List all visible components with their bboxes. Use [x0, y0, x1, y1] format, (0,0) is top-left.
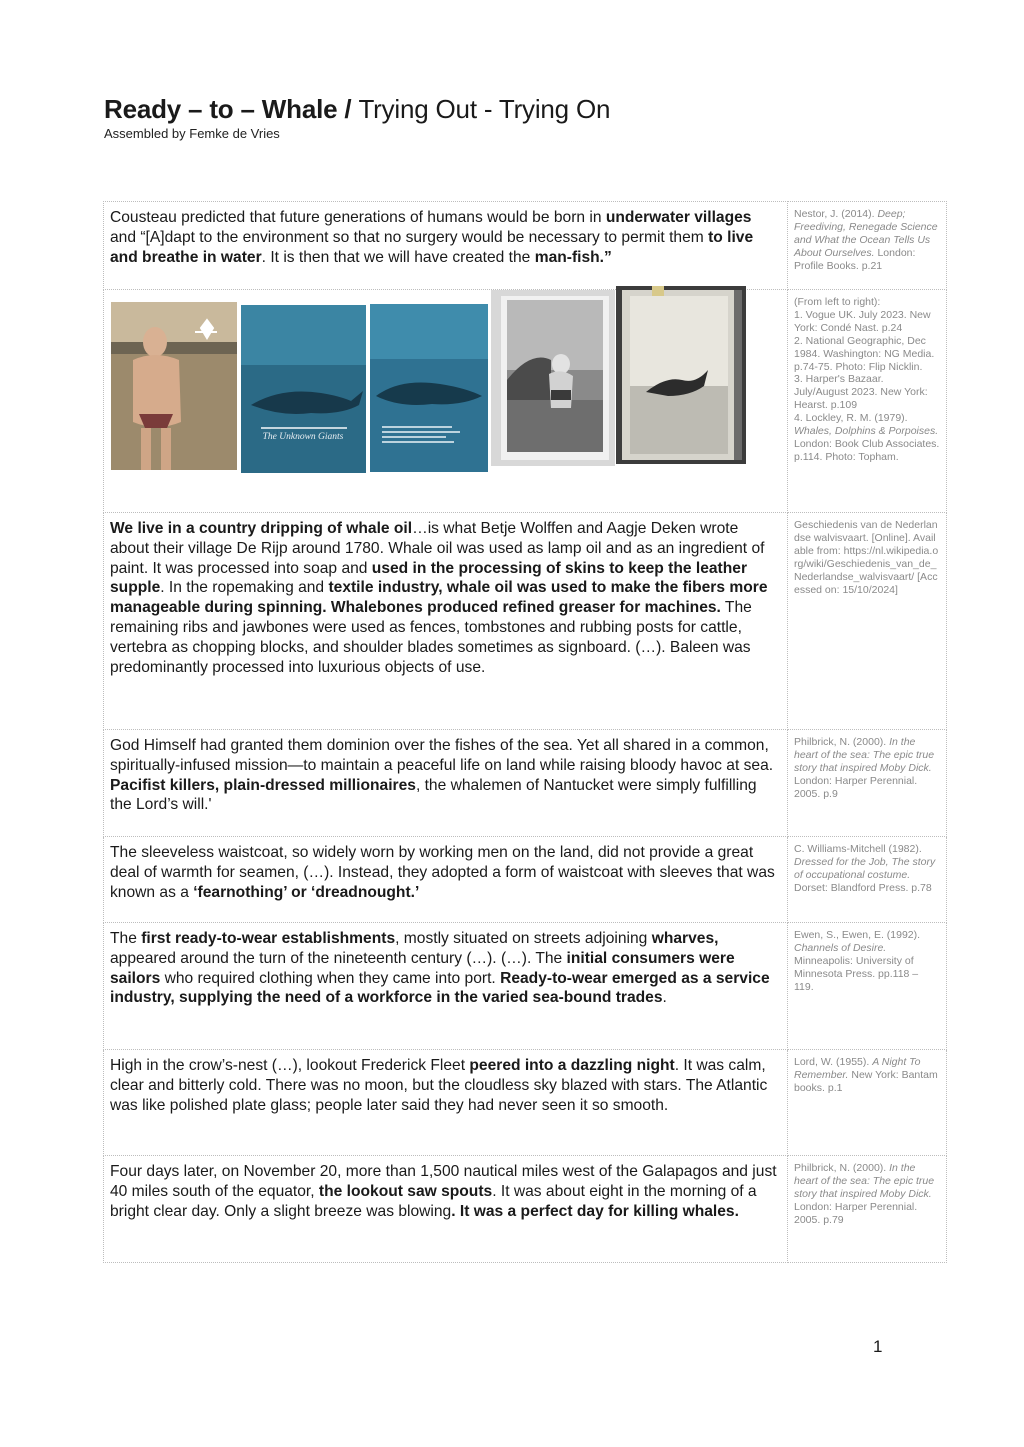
- text-segment: Ewen, S., Ewen, E. (1992).: [794, 929, 921, 941]
- text-segment: . It was about eight in the morning of a bright clear day. Only a slight breeze was blowing: [110, 1182, 757, 1220]
- bold-text-segment: . It was a perfect day for killing whales.: [451, 1202, 739, 1220]
- quote-cell: [104, 923, 788, 1050]
- text-segment: London: Book Club Associates. p.114. Photo: Topham.: [794, 437, 940, 463]
- bold-text-segment: man-fish.”: [534, 248, 612, 266]
- quote-cell: [104, 202, 788, 290]
- text-segment: The sleeveless waistcoat, so widely worn by working men on the land, did not provide a great deal of warmth for seamen, (…). Instead, they adopted a form of waistcoat with sleeves that was known as a: [110, 844, 775, 901]
- italic-text-segment: In the heart of the sea: The epic true story that inspired Moby Dick.: [794, 1162, 935, 1200]
- italic-text-segment: A Night To Remember.: [794, 1056, 921, 1081]
- text-segment: The: [110, 930, 142, 947]
- reference-text: [788, 1156, 946, 1227]
- text-segment: (From left to right): 1. Vogue UK. July 2023. New York: Condé Nast. p.24 2. National Geographic, Dec 1984. Washington: NG Media. p.74-75. Photo: Flip Nicklin. 3. Harper's Bazaar. July/August 2023. New York: Hearst. p.109 4. Lockley, R. M. (1979).: [794, 296, 935, 425]
- bold-text-segment: first ready-to-wear establishments: [141, 930, 396, 947]
- harpers-bazaar-swimmer-photo: [491, 290, 615, 466]
- quote-text: [104, 730, 787, 815]
- text-segment: Philbrick, N. (2000).: [794, 1162, 890, 1174]
- table-row: [104, 730, 947, 837]
- document-title: [104, 92, 610, 126]
- quote-cell: [104, 1156, 788, 1263]
- table-row: [104, 837, 947, 923]
- reference-text: [788, 730, 946, 801]
- text-segment: who required clothing when they came into port.: [160, 969, 501, 987]
- quote-text: [104, 1050, 787, 1115]
- reference-cell: [788, 923, 947, 1050]
- document-subtitle: Assembled by Femke de Vries: [104, 126, 280, 141]
- bold-text-segment: textile industry, whale oil was used to make the fibers more manageable during spinning. Whalebones produced refined greaser for machines.: [110, 579, 768, 617]
- italic-text-segment: Deep; Freediving, Renegade Science and What the Ocean Tells Us About Ourselves.: [794, 208, 938, 259]
- text-segment: London: Harper Perennial. 2005. p.79: [794, 1200, 918, 1226]
- bold-text-segment: peered into a dazzling night: [469, 1057, 675, 1074]
- page-number: 1: [873, 1337, 883, 1356]
- bold-text-segment: wharves,: [651, 930, 719, 947]
- bold-text-segment: used in the processing of skins to keep the leather supple: [110, 559, 748, 597]
- reference-cell: [788, 1050, 947, 1156]
- reference-cell: [788, 513, 947, 730]
- bold-text-segment: ‘fearnothing’ or ‘dreadnought.’: [193, 883, 420, 901]
- text-segment: appeared around the turn of the nineteenth century (…). (…). The: [110, 949, 567, 967]
- national-geographic-whale-photo-2: [370, 304, 488, 472]
- text-segment: Four days later, on November 20, more than 1,500 nautical miles west of the Galapagos and just 40 miles south of the equator,: [110, 1163, 777, 1200]
- table-row: [104, 290, 947, 513]
- quote-text: [104, 513, 787, 677]
- text-segment: C. Williams-Mitchell (1982).: [794, 843, 922, 855]
- reference-text: [788, 1050, 946, 1095]
- table-row: [104, 202, 947, 290]
- quote-text: [104, 202, 787, 267]
- quote-text: [104, 923, 787, 1008]
- reference-cell: [788, 290, 947, 513]
- text-segment: Dorset: Blandford Press. p.78: [794, 881, 932, 894]
- national-geographic-unknown-giants-photo-1: [241, 305, 366, 473]
- reference-text: [788, 837, 946, 895]
- images-cell: [104, 290, 788, 513]
- text-segment: Geschiedenis van de Nederlandse walvisvaart. [Online]. Available from: https://nl.wikipedia.org/wiki/Geschiedenis_van_de_Nederlandse_walvisvaart/ [Accessed on: 15/10/2024]: [794, 519, 939, 596]
- vogue-uk-man-underwater-photo: [111, 302, 237, 470]
- table-row: [104, 513, 947, 730]
- document-header: [104, 92, 610, 142]
- reference-text: [788, 513, 946, 596]
- text-segment: Cousteau predicted that future generations of humans would be born in: [110, 209, 606, 226]
- reference-text: [788, 202, 946, 273]
- text-segment: , the whalemen of Nantucket were simply fulfilling the Lord’s will.': [110, 776, 757, 814]
- table-row: [104, 923, 947, 1050]
- reference-cell: [788, 202, 947, 290]
- table-row: [104, 1156, 947, 1263]
- ng-caption: The Unknown Giants: [262, 432, 344, 442]
- quotes-table: [103, 201, 947, 1263]
- reference-cell: [788, 837, 947, 923]
- text-segment: , mostly situated on streets adjoining: [395, 930, 652, 947]
- quote-cell: [104, 1050, 788, 1156]
- text-segment: . In the ropemaking and: [160, 579, 329, 597]
- reference-text: [788, 290, 946, 464]
- italic-text-segment: Dressed for the Job, The story of occupational costume.: [794, 855, 936, 881]
- reference-text: [788, 923, 946, 994]
- image-strip: [104, 290, 787, 504]
- quote-cell: [104, 730, 788, 837]
- text-segment: …is what Betje Wolffen and Aagje Deken wrote about their village De Rijp around 1780. Whale oil was used as lamp oil and as an ingredient of paint. It was processed into soap and: [110, 520, 765, 577]
- text-segment: . It is then that we will have created the: [261, 248, 535, 266]
- bold-text-segment: Ready-to-wear emerged as a service industry, supplying the need of a workforce in the varied sea-bound trades: [110, 969, 770, 1007]
- text-segment: London: Harper Perennial. 2005. p.9: [794, 774, 918, 800]
- bold-text-segment: to live and breathe in water: [110, 228, 754, 266]
- bold-text-segment: initial consumers were sailors: [110, 949, 735, 987]
- text-segment: and “[A]dapt to the environment so that no surgery would be necessary to permit them: [110, 228, 709, 246]
- text-segment: . It was calm, clear and bitterly cold. There was no moon, but the cloudless sky blazed with stars. The Atlantic was like polished plate glass; people later said they had never seen it so smooth.: [110, 1057, 768, 1114]
- quote-cell: [104, 513, 788, 730]
- text-segment: Philbrick, N. (2000).: [794, 736, 890, 748]
- text-segment: London: Profile Books. p.21: [794, 246, 916, 272]
- title-rest: Trying Out - Trying On: [358, 94, 611, 124]
- text-segment: .: [662, 989, 667, 1007]
- reference-cell: [788, 730, 947, 837]
- text-segment: God Himself had granted them dominion over the fishes of the sea. Yet all shared in a common, spiritually-infused mission—to maintain a peaceful life on land while raising bloody havoc at sea.: [110, 737, 774, 774]
- text-segment: The remaining ribs and jawbones were used as fences, tombstones and rubbing posts for cattle, vertebra as chopping blocks, and shoulder blades sometimes as signboard. (…). Baleen was predominantly processed into luxurious objects of use.: [110, 599, 752, 676]
- book-breaching-whale-photo: [616, 286, 746, 464]
- italic-text-segment: In the heart of the sea: The epic true story that inspired Moby Dick.: [794, 736, 935, 774]
- quote-text: [104, 1156, 787, 1221]
- reference-cell: [788, 1156, 947, 1263]
- bold-text-segment: Pacifist killers, plain-dressed millionaires: [110, 776, 416, 794]
- text-segment: High in the crow’s-nest (…), lookout Frederick Fleet: [110, 1057, 470, 1074]
- bold-text-segment: the lookout saw spouts: [318, 1182, 493, 1200]
- text-segment: New York: Bantam books. p.1: [794, 1068, 938, 1094]
- bold-text-segment: We live in a country dripping of whale oil: [110, 520, 413, 537]
- text-segment: Lord, W. (1955).: [794, 1056, 873, 1068]
- italic-text-segment: Channels of Desire.: [794, 941, 887, 954]
- text-segment: Minneapolis: University of Minnesota Press. pp.118 – 119.: [794, 954, 919, 993]
- table-row: [104, 1050, 947, 1156]
- italic-text-segment: Whales, Dolphins & Porpoises.: [794, 425, 939, 438]
- title-bold: Ready – to – Whale /: [104, 94, 359, 124]
- text-segment: Nestor, J. (2014).: [794, 208, 878, 220]
- quote-cell: [104, 837, 788, 923]
- quote-text: [104, 837, 787, 902]
- bold-text-segment: underwater villages: [605, 209, 752, 226]
